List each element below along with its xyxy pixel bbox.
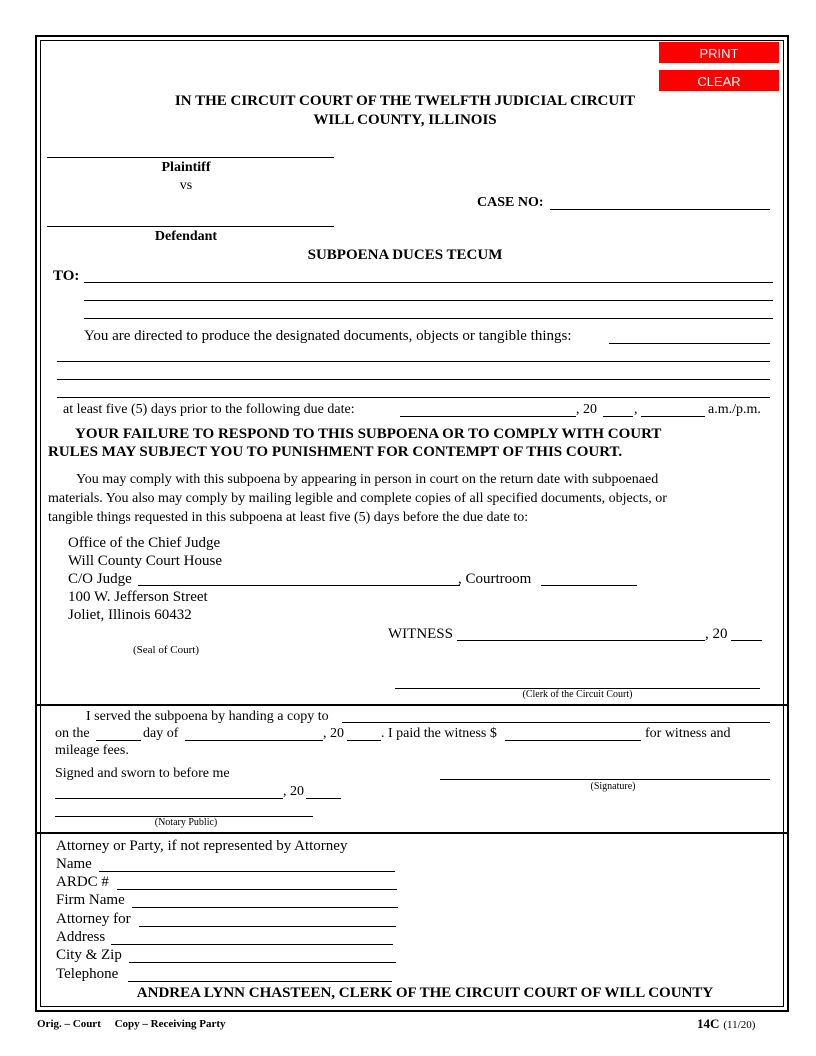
ardc-field[interactable] — [117, 889, 397, 890]
address-line-4: 100 W. Jefferson Street — [68, 589, 208, 605]
sworn-year-label: , 20 — [283, 784, 304, 799]
distribution-note: Orig. – Court Copy – Receiving Party — [37, 1018, 226, 1030]
city-zip-label: City & Zip — [56, 947, 122, 963]
vs-label: vs — [179, 178, 193, 193]
attorney-name-label: Name — [56, 856, 92, 872]
defendant-line[interactable] — [47, 226, 334, 227]
courtroom-field[interactable] — [541, 585, 637, 586]
form-title: SUBPOENA DUCES TECUM — [307, 247, 503, 263]
address-field[interactable] — [111, 944, 393, 945]
attorney-name-field[interactable] — [99, 871, 395, 872]
warning-line-2: RULES MAY SUBJECT YOU TO PUNISHMENT FOR CONTEMPT OF THIS COURT. — [48, 444, 623, 460]
signed-sworn-label: Signed and sworn to before me — [55, 766, 230, 781]
directed-text: You are directed to produce the designated documents, objects or tangible things: — [84, 328, 572, 344]
telephone-field[interactable] — [128, 981, 392, 982]
witness-field[interactable] — [457, 640, 705, 641]
ampm-label: a.m./p.m. — [708, 402, 761, 417]
to-label: TO: — [53, 268, 80, 284]
print-button[interactable]: PRINT — [658, 41, 780, 64]
signature-line[interactable] — [440, 779, 770, 780]
plaintiff-line[interactable] — [47, 157, 334, 158]
address-line-2: Will County Court House — [68, 553, 222, 569]
day-of-label: day of — [143, 726, 179, 741]
seal-label: (Seal of Court) — [133, 644, 199, 656]
judge-field[interactable] — [138, 585, 460, 586]
section-divider-service — [37, 704, 787, 706]
for-fees-label: for witness and — [645, 726, 731, 741]
documents-field-3[interactable] — [57, 379, 770, 380]
to-field-1[interactable] — [84, 282, 773, 283]
comply-line-3: tangible things requested in this subpoena at least five (5) days before the due date to: — [48, 510, 529, 525]
witness-label: WITNESS — [388, 626, 453, 642]
firm-name-field[interactable] — [132, 907, 398, 908]
due-comma: , — [634, 402, 638, 417]
section-divider-attorney — [37, 832, 787, 834]
warning-line-1: YOUR FAILURE TO RESPOND TO THIS SUBPOENA OR TO COMPLY WITH COURT — [75, 426, 662, 442]
served-month-field[interactable] — [185, 740, 323, 741]
comply-line-2: materials. You also may comply by mailing legible and complete copies of all specified documents, objects, or — [48, 491, 667, 506]
courtroom-label: , Courtroom — [458, 571, 532, 587]
clear-button[interactable]: CLEAR — [658, 69, 780, 92]
address-label: Address — [56, 929, 106, 945]
due-year-label: , 20 — [576, 402, 597, 417]
served-year-label: , 20 — [323, 726, 344, 741]
attorney-for-field[interactable] — [139, 926, 396, 927]
firm-name-label: Firm Name — [56, 892, 125, 908]
to-field-2[interactable] — [84, 300, 773, 301]
comply-line-1: You may comply with this subpoena by appearing in person in court on the return date with subpoenaed — [76, 472, 659, 487]
due-time-field[interactable] — [641, 416, 705, 417]
paid-amount-field[interactable] — [505, 740, 641, 741]
due-year-field[interactable] — [603, 416, 633, 417]
address-line-5: Joliet, Illinois 60432 — [68, 607, 192, 623]
ardc-label: ARDC # — [56, 874, 109, 890]
plaintiff-label: Plaintiff — [161, 160, 211, 175]
clerk-footer: ANDREA LYNN CHASTEEN, CLERK OF THE CIRCUIT COURT OF WILL COUNTY — [136, 985, 714, 1001]
documents-field-4[interactable] — [57, 397, 770, 398]
telephone-label: Telephone — [56, 966, 119, 982]
served-to-field[interactable] — [342, 722, 770, 723]
served-year-field[interactable] — [347, 740, 381, 741]
address-line-1: Office of the Chief Judge — [68, 535, 221, 551]
attorney-for-label: Attorney for — [56, 911, 131, 927]
form-number: 14C — [697, 1016, 720, 1031]
to-field-3[interactable] — [84, 318, 773, 319]
court-heading: IN THE CIRCUIT COURT OF THE TWELFTH JUDICIAL CIRCUIT — [174, 93, 636, 109]
served-day-field[interactable] — [96, 740, 141, 741]
form-revision: (11/20) — [723, 1019, 756, 1031]
case-no-label: CASE NO: — [477, 195, 544, 210]
served-text: I served the subpoena by handing a copy to — [86, 709, 329, 724]
documents-field-2[interactable] — [57, 361, 770, 362]
witness-year-label: , 20 — [705, 626, 728, 642]
due-date-field[interactable] — [400, 416, 576, 417]
documents-field-1[interactable] — [609, 343, 770, 344]
mileage-label: mileage fees. — [55, 743, 129, 758]
on-the-label: on the — [55, 726, 90, 741]
county-heading: WILL COUNTY, ILLINOIS — [313, 112, 497, 128]
judge-label: C/O Judge — [68, 571, 132, 587]
attorney-heading: Attorney or Party, if not represented by Attorney — [56, 838, 348, 854]
paid-label: . I paid the witness $ — [381, 726, 497, 741]
case-no-field[interactable] — [550, 209, 770, 210]
sworn-year-field[interactable] — [306, 798, 341, 799]
witness-year-field[interactable] — [731, 640, 762, 641]
due-date-text: at least five (5) days prior to the following due date: — [63, 402, 355, 417]
defendant-label: Defendant — [154, 229, 218, 244]
city-zip-field[interactable] — [129, 962, 396, 963]
notary-label: (Notary Public) — [154, 817, 218, 828]
signature-label: (Signature) — [590, 781, 636, 792]
form-number-group — [697, 1015, 755, 1033]
clerk-signature-label: (Clerk of the Circuit Court) — [522, 689, 633, 700]
sworn-date-field[interactable] — [55, 798, 283, 799]
